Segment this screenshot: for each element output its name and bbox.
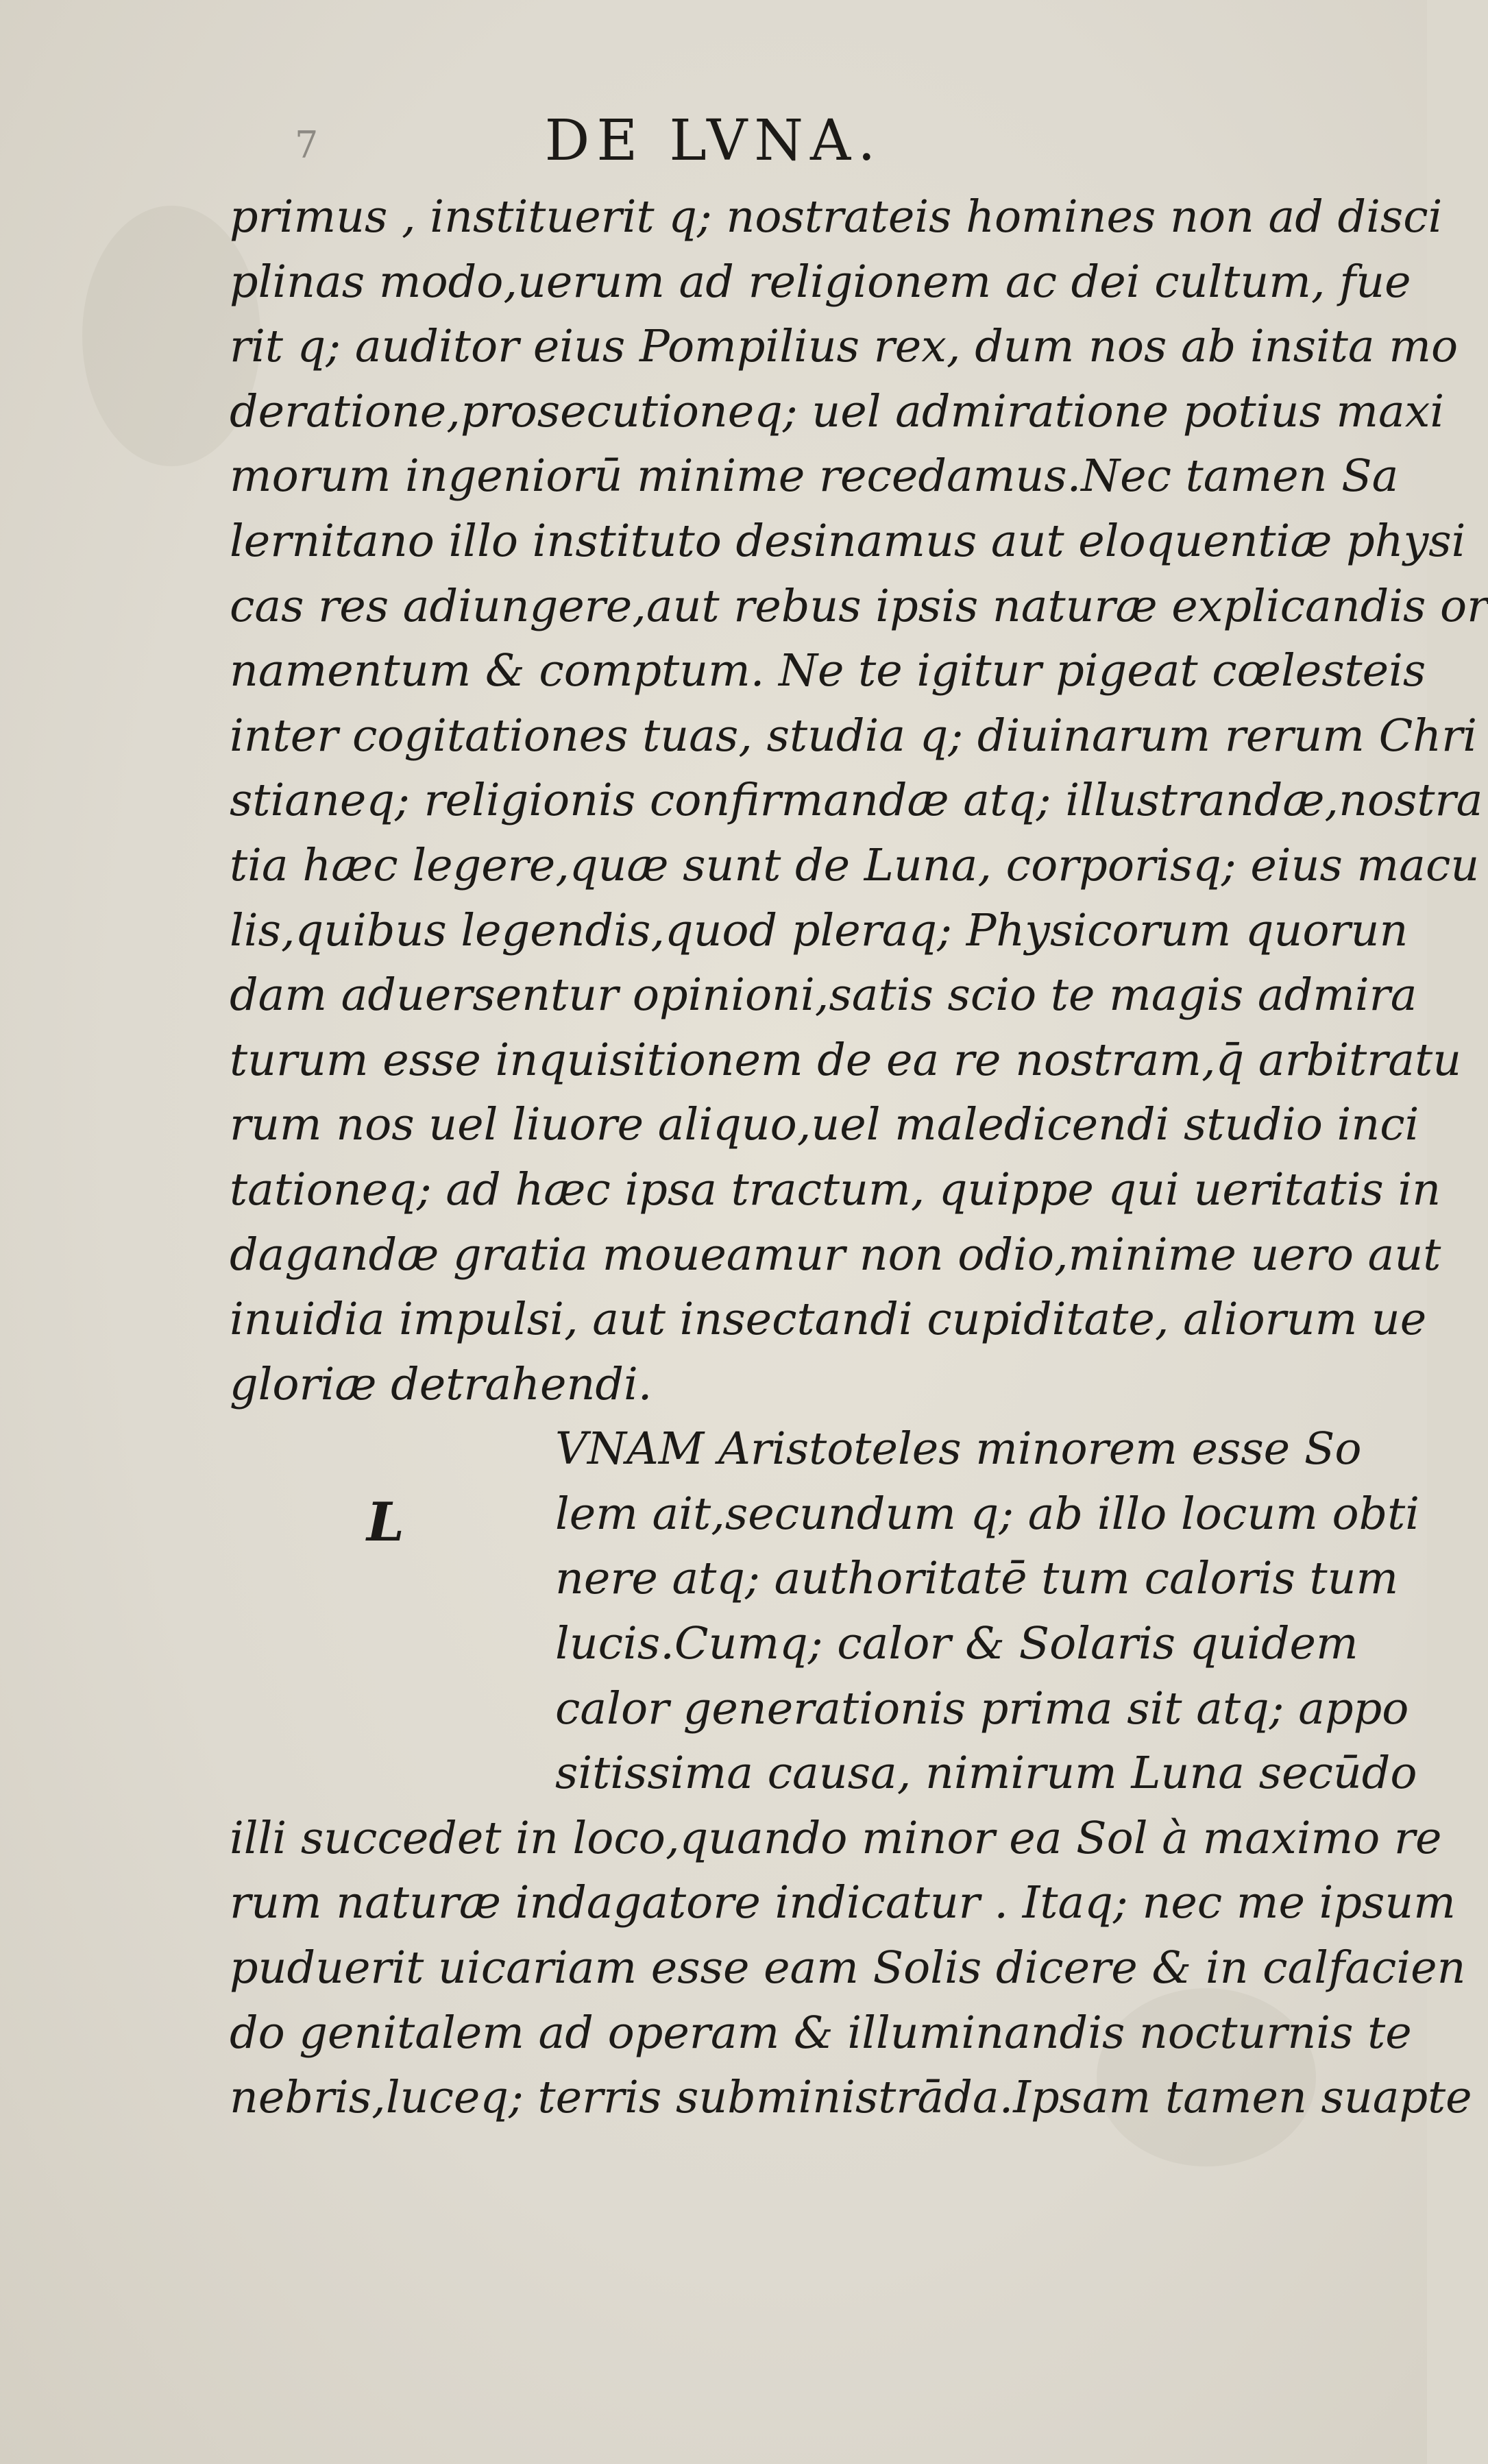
text-line: lem ait,secundum q; ab illo locum obti: [555, 1488, 1420, 1540]
text-line: plinas modo,uerum ad religionem ac dei cultum, fue: [230, 256, 1411, 308]
text-line: morum ingeniorū minime recedamus.Nec tamen Sa: [230, 450, 1399, 503]
text-line: inuidia impulsi, aut insectandi cupiditate, aliorum ue: [230, 1294, 1427, 1346]
page-folio: 7: [295, 123, 321, 167]
text-line: deratione,prosecutioneq; uel admiratione potius maxi: [230, 385, 1445, 437]
text-line: namentum & comptum. Ne te igitur pigeat cœlesteis: [230, 645, 1426, 697]
text-line: gloriæ detrahendi.: [230, 1358, 652, 1410]
text-line: lucis.Cumq; calor & Solaris quidem: [555, 1618, 1358, 1670]
text-line: cas res adiungere,aut rebus ipsis naturæ explicandis or: [230, 580, 1488, 632]
text-line: dam aduersentur opinioni,satis scio te magis admira: [230, 969, 1417, 1022]
page-text: [230, 185, 1488, 2131]
text-line: illi succedet in loco,quando minor ea Sol à maximo re: [230, 1812, 1442, 1864]
text-line: stianeq; religionis confirmandæ atq; illustrandæ,nostra: [230, 775, 1483, 827]
text-line: rum naturæ indagatore indicatur . Itaq; nec me ipsum: [230, 1877, 1456, 1929]
text-line: tationeq; ad hæc ipsa tractum, quippe qui ueritatis in: [230, 1163, 1441, 1216]
text-line: calor generationis prima sit atq; appo: [555, 1682, 1409, 1735]
text-line: primus , instituerit q; nostrateis homines non ad disci: [230, 191, 1443, 243]
text-line: lis,quibus legendis,quod pleraq; Physicorum quorun: [230, 904, 1408, 956]
text-line: do genitalem ad operam & illuminandis nocturnis te: [230, 2007, 1412, 2059]
text-line: turum esse inquisitionem de ea re nostram,q̄ arbitratu: [230, 1034, 1462, 1086]
text-line: nere atq; authoritatē tum caloris tum: [555, 1553, 1399, 1605]
text-line: lernitano illo instituto desinamus aut eloquentiæ physi: [230, 515, 1466, 567]
text-line: tia hæc legere,quæ sunt de Luna, corporisq; eius macu: [230, 839, 1480, 891]
text-line: rit q; auditor eius Pompilius rex, dum nos ab insita mo: [230, 321, 1459, 373]
text-line: inter cogitationes tuas, studia q; diuinarum rerum Chri: [230, 710, 1478, 762]
text-line: sitissima causa, nimirum Luna secūdo: [555, 1748, 1417, 1800]
guide-letter: L: [367, 1491, 404, 1554]
text-line: rum nos uel liuore aliquo,uel maledicendi studio inci: [230, 1099, 1419, 1151]
text-line: VNAM Aristoteles minorem esse So: [555, 1423, 1362, 1475]
running-head: DE LVNA.: [544, 108, 883, 173]
text-line: nebris,luceq; terris subministrāda.Ipsam tamen suapte: [230, 2072, 1472, 2124]
text-line: dagandæ gratia moueamur non odio,minime uero aut: [230, 1229, 1441, 1281]
text-line: puduerit uicariam esse eam Solis dicere & in calfacien: [230, 1942, 1466, 1994]
